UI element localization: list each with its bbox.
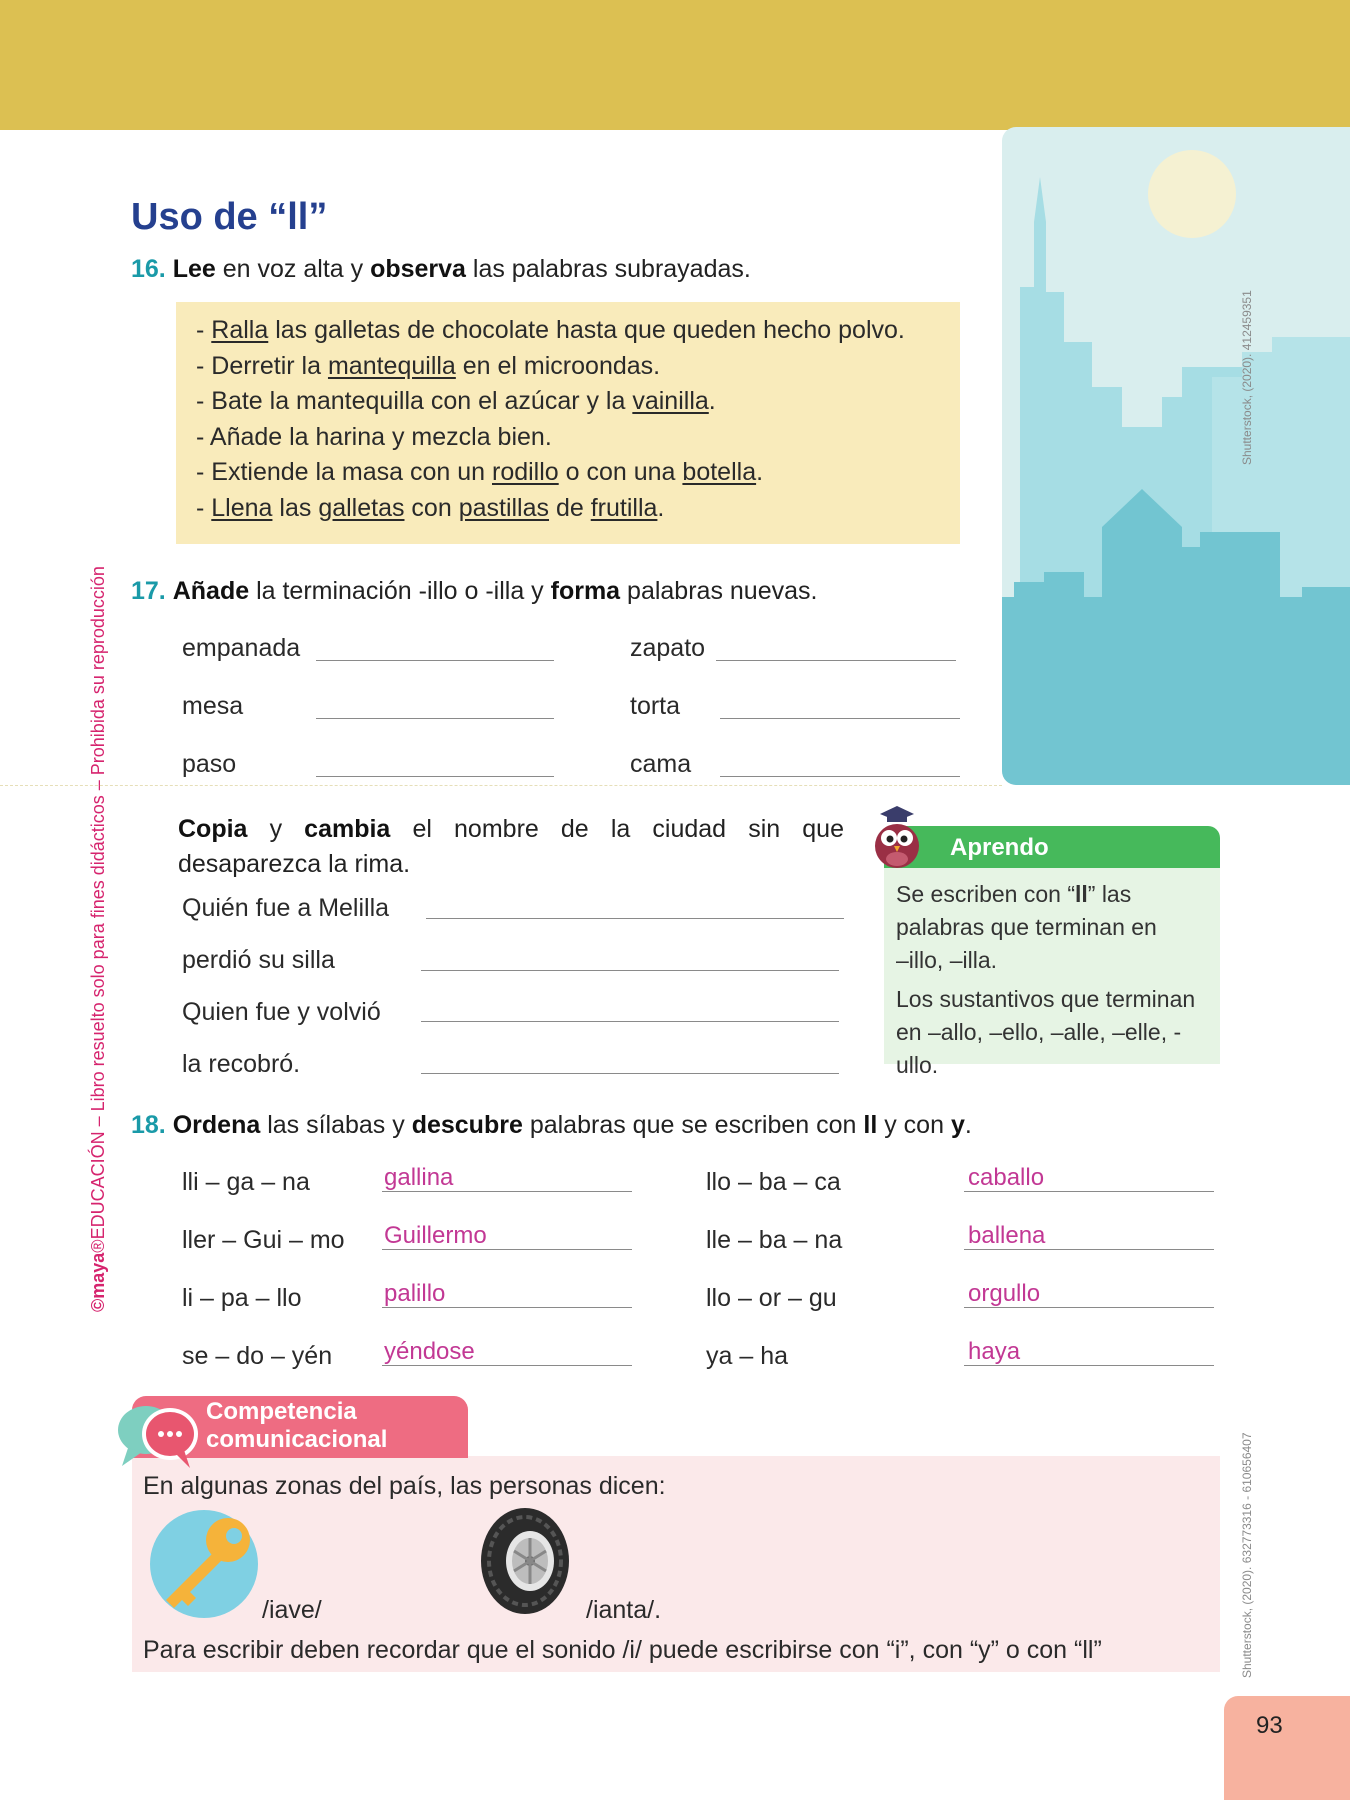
rule-text: Se escriben con “ [896, 881, 1075, 907]
answer-line [964, 1365, 1214, 1366]
recipe-text: o con una [558, 458, 683, 486]
recipe-text: - Derretir la [196, 351, 328, 380]
letters: ll [863, 1111, 878, 1139]
chat-bubbles-icon [114, 1400, 204, 1470]
answer-line[interactable] [316, 660, 554, 661]
page-number: 93 [1256, 1712, 1283, 1739]
divider [0, 785, 1002, 786]
recipe-text: - Añade la harina y mezcla bien. [196, 422, 552, 451]
instruction-text: que [802, 815, 844, 843]
answer-line[interactable] [720, 718, 960, 719]
answer-line[interactable] [716, 660, 956, 661]
instruction-text: y [269, 815, 283, 843]
underlined-word: frutilla [590, 493, 658, 522]
tire-icon [478, 1506, 572, 1616]
verb: observa [370, 255, 466, 283]
instruction-text: las sílabas y [260, 1111, 412, 1139]
answer-line[interactable] [426, 918, 844, 919]
instruction-text: palabras nuevas. [620, 577, 818, 605]
photo-credit-top: Shutterstock, (2020). 412459351 [1240, 290, 1254, 465]
answer-line [964, 1249, 1214, 1250]
instruction-text: de [560, 815, 589, 843]
exercise-17-instruction [131, 577, 817, 606]
recipe-text-box [176, 302, 960, 544]
verb: descubre [411, 1111, 523, 1139]
aprendo-header [884, 826, 1220, 868]
recipe-line [196, 423, 552, 452]
recipe-text: . [708, 387, 716, 415]
recipe-text: . [756, 458, 764, 486]
answer-word[interactable]: haya [968, 1338, 1021, 1365]
title-line: comunicacional [206, 1426, 388, 1453]
owl-icon [870, 804, 924, 870]
competencia-title [206, 1398, 387, 1454]
recipe-line [196, 352, 660, 381]
underlined-word: galletas [318, 493, 405, 522]
answer-word[interactable]: orgullo [968, 1280, 1041, 1307]
exercise-18-instruction [131, 1111, 972, 1140]
recipe-text: las galletas de chocolate hasta que queden hecho polvo. [268, 316, 905, 344]
verb: Añade [172, 577, 250, 605]
answer-word[interactable]: palillo [384, 1280, 446, 1307]
city-skyline-illustration [1002, 127, 1350, 785]
exercise-16-instruction [131, 255, 751, 284]
answer-word[interactable]: gallina [384, 1164, 454, 1191]
exercise-number: 17. [131, 577, 166, 605]
aprendo-body [884, 868, 1220, 1078]
competencia-note: Para escribir deben recordar que el sonido /i/ puede escribirse con “i”, con “y” o con “ll” [143, 1636, 1102, 1664]
underlined-word: rodillo [492, 458, 559, 486]
word-item: mesa [182, 692, 244, 720]
recipe-text: - Bate la mantequilla con el azúcar y la [196, 387, 633, 415]
word-item: paso [182, 750, 237, 778]
word-iave: /iave/ [262, 1596, 322, 1624]
recipe-line [196, 494, 664, 523]
brand-logo: ©maya [88, 1252, 108, 1312]
letters: y [950, 1111, 965, 1139]
answer-line[interactable] [316, 776, 554, 777]
rule-text: ” las [1087, 881, 1132, 907]
answer-line [964, 1307, 1214, 1308]
recipe-text: - [196, 316, 212, 344]
verb: forma [550, 577, 621, 605]
recipe-text: en el microondas. [455, 351, 661, 380]
answer-line [382, 1191, 632, 1192]
top-color-band [0, 0, 1350, 130]
word-item: torta [630, 692, 681, 720]
verb: cambia [304, 815, 391, 843]
underlined-word: botella [682, 458, 757, 486]
word-item: cama [630, 750, 692, 778]
verse-line: perdió su silla [182, 946, 335, 974]
verb: Lee [172, 255, 216, 283]
instruction-text: y con [877, 1111, 951, 1139]
answer-word[interactable]: yéndose [384, 1338, 475, 1365]
instruction-text: ciudad [652, 815, 727, 843]
instruction-text: sin [748, 815, 781, 843]
answer-line[interactable] [316, 718, 554, 719]
answer-word[interactable]: ballena [968, 1222, 1046, 1249]
word-item: zapato [630, 634, 706, 662]
recipe-text: con [404, 493, 459, 522]
syllables: lli – ga – na [182, 1168, 310, 1196]
aprendo-rule-1-line2: palabras que terminan en [896, 914, 1157, 940]
syllables: llo – or – gu [706, 1284, 837, 1312]
answer-line[interactable] [421, 1073, 839, 1074]
title-line: Competencia [206, 1398, 357, 1425]
copyright-text: ®EDUCACIÓN – Libro resuelto solo para fines didácticos – Prohibida su reproducción [88, 566, 108, 1253]
recipe-text: - Extiende la masa con un [196, 458, 492, 486]
photo-credit-bottom: Shutterstock, (2020). 632773316 - 610656407 [1240, 1432, 1254, 1678]
answer-word[interactable]: caballo [968, 1164, 1045, 1191]
syllables: lle – ba – na [706, 1226, 843, 1254]
answer-line [382, 1249, 632, 1250]
aprendo-rule-1 [896, 878, 1131, 911]
verse-line: Quien fue y volvió [182, 998, 381, 1026]
word-item: empanada [182, 634, 301, 662]
instruction-text: nombre [454, 815, 539, 843]
verb: Copia [178, 815, 248, 843]
answer-line[interactable] [421, 970, 839, 971]
recipe-text: las [272, 493, 319, 522]
verb: Ordena [172, 1111, 261, 1139]
sun-icon [1148, 150, 1236, 238]
key-icon [150, 1508, 262, 1620]
answer-word[interactable]: Guillermo [384, 1222, 487, 1249]
recipe-line [196, 387, 716, 416]
underlined-word: Ralla [211, 316, 269, 344]
syllables: li – pa – llo [182, 1284, 302, 1312]
underlined-word: mantequilla [327, 351, 456, 380]
instruction-text: en voz alta y [215, 255, 371, 283]
recipe-text: . [657, 493, 665, 522]
answer-line [382, 1307, 632, 1308]
word-ianta: /ianta/. [586, 1596, 662, 1624]
underlined-word: vainilla [632, 387, 709, 415]
page-number-tab [1224, 1696, 1350, 1800]
recipe-line [196, 458, 763, 487]
verse-line: la recobró. [182, 1050, 301, 1078]
copia-instruction-line2: desaparezca la rima. [178, 850, 411, 878]
instruction-text: el [412, 815, 432, 843]
instruction-text: palabras que se escriben con [522, 1111, 864, 1139]
instruction-text: las palabras subrayadas. [465, 255, 751, 283]
aprendo-rule-2: Los sustantivos que terminan [896, 986, 1196, 1012]
answer-line [382, 1365, 632, 1366]
aprendo-rule-1-line3: –illo, –illa. [896, 947, 997, 973]
competencia-intro: En algunas zonas del país, las personas dicen: [143, 1472, 666, 1500]
syllables: se – do – yén [182, 1342, 333, 1370]
syllables: ller – Gui – mo [182, 1226, 345, 1254]
syllables: ya – ha [706, 1342, 789, 1370]
aprendo-title: Aprendo [950, 834, 1049, 861]
answer-line[interactable] [720, 776, 960, 777]
instruction-text: la [610, 815, 631, 843]
page-title: Uso de “ll” [131, 196, 328, 238]
answer-line[interactable] [421, 1021, 839, 1022]
aprendo-rule-2-line2: en –allo, –ello, –alle, –elle, -ullo. [896, 1019, 1182, 1078]
skyline-svg [1002, 127, 1350, 785]
syllables: llo – ba – ca [706, 1168, 841, 1196]
exercise-number: 18. [131, 1111, 166, 1139]
underlined-word: pastillas [458, 493, 550, 522]
recipe-line [196, 316, 905, 345]
instruction-text: la terminación -illo o -illa y [249, 577, 551, 605]
exercise-number: 16. [131, 255, 166, 283]
underlined-word: Llena [211, 493, 273, 522]
recipe-text: de [549, 493, 591, 522]
answer-line [964, 1191, 1214, 1192]
recipe-text: - [196, 493, 212, 522]
instruction-text: . [964, 1111, 972, 1139]
copia-instruction [178, 815, 844, 844]
rule-letters: ll [1074, 881, 1088, 907]
side-copyright [88, 566, 109, 1312]
verse-line: Quién fue a Melilla [182, 894, 390, 922]
